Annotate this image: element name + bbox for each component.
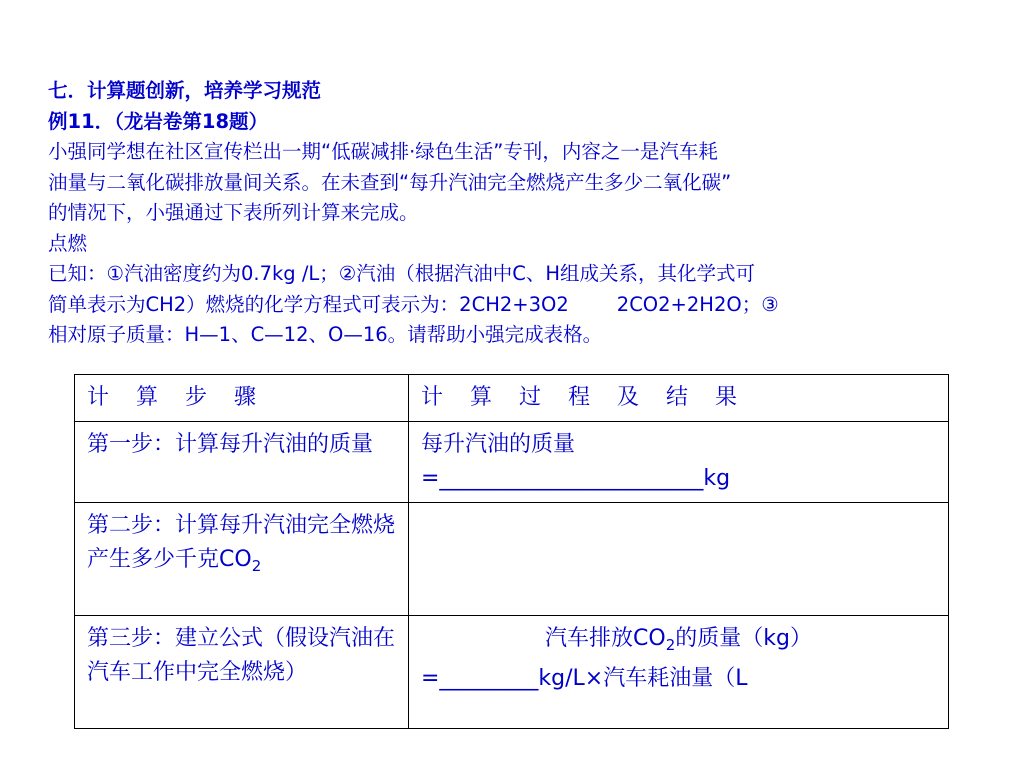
equation-products: 2CO2+2H2O；③: [616, 292, 779, 316]
ignite-label: 点燃: [48, 231, 88, 255]
header-process-cell: [409, 375, 949, 422]
step-cell: [75, 503, 409, 616]
paragraph-line: 小强同学想在社区宣传栏出一期“低碳减排·绿色生活”专刊，内容之一是汽车耗: [48, 140, 718, 163]
step-cell: 第三步：建立公式（假设汽油在汽车工作中完全燃烧）: [75, 616, 409, 729]
header-step-cell: [75, 375, 409, 422]
result-line: 每升汽油的质量: [421, 432, 576, 457]
problem-text: [48, 76, 978, 351]
known-conditions-line: 相对原子质量：H—1、C—12、O—16。请帮助小强完成表格。: [48, 323, 603, 346]
subscript: 2: [251, 557, 262, 575]
answer-blank-line: =_________kg/L×汽车耗油量（L: [421, 666, 748, 691]
header-step-label: 计 算 步 骤: [87, 385, 266, 410]
equation-reactants: 简单表示为CH2）燃烧的化学方程式可表示为：2CH2+3O2: [48, 292, 569, 316]
known-conditions-line: [48, 290, 978, 321]
result-cell: [409, 503, 949, 616]
paragraph-line: 油量与二氧化碳排放量间关系。在未查到“每升汽油完全燃烧产生多少二氧化碳”: [48, 170, 732, 194]
answer-blank-line: =________________________kg: [421, 466, 731, 491]
step-cell: 第一步：计算每升汽油的质量: [75, 422, 409, 503]
header-process-label: 计 算 过 程 及 结 果: [421, 385, 747, 410]
formula-text: 的质量（kg）: [675, 626, 812, 651]
paragraph-line: 的情况下，小强通过下表所列计算来完成。: [48, 201, 419, 224]
table-header-row: [75, 375, 949, 422]
example-title: 例11．（龙岩卷第18题）: [48, 109, 269, 133]
table-row: [75, 503, 949, 616]
subscript: 2: [665, 636, 676, 654]
table-row: [75, 422, 949, 503]
result-line: [421, 622, 936, 662]
table-row: [75, 616, 949, 729]
result-cell: [409, 616, 949, 729]
section-title: 七．计算题创新，培养学习规范: [48, 79, 322, 102]
known-conditions-line: 已知：①汽油密度约为0.7kg /L；②汽油（根据汽油中C、H组成关系，其化学式可: [48, 262, 756, 285]
step-text: 第二步：计算每升汽油完全燃烧产生多少千克CO: [87, 513, 396, 572]
formula-text: 汽车排放CO: [545, 626, 666, 651]
result-cell: [409, 422, 949, 503]
calculation-table: [74, 374, 949, 729]
